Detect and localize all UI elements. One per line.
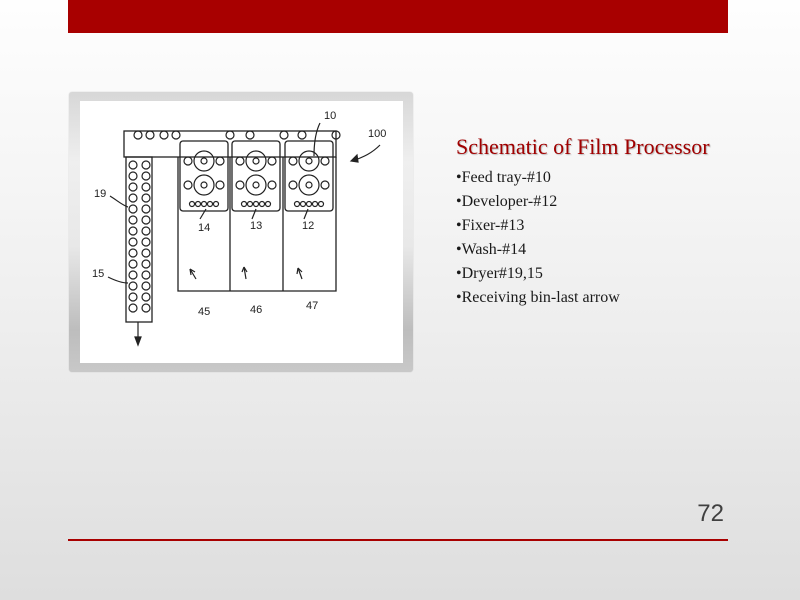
- transport-roller: [246, 131, 254, 139]
- rack-roller-small: [184, 157, 192, 165]
- figure-frame: [69, 92, 413, 372]
- rack-roller-small: [268, 181, 276, 189]
- label-14: 14: [198, 222, 211, 234]
- dryer-roller: [142, 260, 150, 268]
- dryer-roller: [142, 216, 150, 224]
- dryer-roller: [142, 161, 150, 169]
- transport-roller: [160, 131, 168, 139]
- rack-roller-large: [246, 151, 266, 171]
- label-19: 19: [94, 188, 107, 200]
- schematic-drawing: [80, 101, 403, 363]
- rack-roller-hub: [306, 158, 312, 164]
- rack-bottom-roller: [307, 202, 312, 207]
- transport-roller: [280, 131, 288, 139]
- label-100: 100: [368, 128, 387, 140]
- dryer-roller: [142, 282, 150, 290]
- rack-bottom-roller: [208, 202, 213, 207]
- rack-bottom-roller: [260, 202, 265, 207]
- rack-roller-hub: [253, 182, 259, 188]
- dryer-roller: [129, 304, 137, 312]
- bullet-list: [456, 166, 786, 310]
- dryer-roller: [142, 194, 150, 202]
- dryer-roller: [129, 282, 137, 290]
- label-15: 15: [92, 268, 105, 280]
- rack-bottom-roller: [202, 202, 207, 207]
- rack-bottom-roller: [196, 202, 201, 207]
- rack-bottom-roller: [190, 202, 195, 207]
- rack-roller-large: [246, 175, 266, 195]
- transport-roller: [226, 131, 234, 139]
- dryer-roller: [129, 293, 137, 301]
- rack-roller-hub: [201, 158, 207, 164]
- rack-roller-small: [216, 181, 224, 189]
- dryer-roller: [142, 205, 150, 213]
- rack-bottom-roller: [313, 202, 318, 207]
- page-number: 72: [697, 500, 724, 527]
- top-accent-bar: [68, 0, 728, 33]
- transport-roller: [146, 131, 154, 139]
- rack-roller-large: [194, 175, 214, 195]
- rack-roller-small: [289, 181, 297, 189]
- dryer-roller: [142, 304, 150, 312]
- rack-roller-small: [236, 157, 244, 165]
- rack-roller-small: [216, 157, 224, 165]
- rack-roller-small: [236, 181, 244, 189]
- dryer-roller: [129, 249, 137, 257]
- label-45: 45: [198, 306, 211, 318]
- rack-roller-small: [321, 181, 329, 189]
- dryer-roller: [142, 249, 150, 257]
- leader-10: [314, 123, 320, 156]
- dryer-roller: [142, 183, 150, 191]
- rack-roller-hub: [253, 158, 259, 164]
- leader-19: [110, 196, 128, 207]
- dryer-roller: [129, 216, 137, 224]
- dryer-roller: [129, 183, 137, 191]
- bullet-item: •Feed tray-#10: [456, 169, 551, 186]
- rack-bottom-roller: [266, 202, 271, 207]
- bullet-item: •Developer-#12: [456, 193, 558, 210]
- transport-roller: [172, 131, 180, 139]
- rack-roller-large: [299, 151, 319, 171]
- rack-roller-small: [321, 157, 329, 165]
- dryer-roller: [142, 293, 150, 301]
- rack-roller-large: [299, 175, 319, 195]
- dryer-roller: [142, 227, 150, 235]
- dryer-roller: [142, 172, 150, 180]
- dryer-roller: [142, 271, 150, 279]
- content-text-block: [456, 134, 786, 310]
- transport-roller: [298, 131, 306, 139]
- bullet-item: •Dryer#19,15: [456, 265, 543, 282]
- rack-roller-small: [289, 157, 297, 165]
- label-46: 46: [250, 304, 263, 316]
- rack-bottom-roller: [301, 202, 306, 207]
- dryer-roller: [129, 227, 137, 235]
- rack-bottom-roller: [295, 202, 300, 207]
- top-transport-housing: [124, 131, 336, 157]
- rack-bottom-roller: [214, 202, 219, 207]
- film-processor-schematic: [80, 101, 403, 363]
- rack-roller-small: [268, 157, 276, 165]
- bottom-accent-line: [68, 539, 728, 541]
- bullet-item: •Receiving bin-last arrow: [456, 289, 620, 306]
- rack-bottom-roller: [254, 202, 259, 207]
- bullet-item: •Wash-#14: [456, 241, 527, 258]
- dryer-roller: [129, 271, 137, 279]
- rack-roller-small: [184, 181, 192, 189]
- rack-roller-large: [194, 151, 214, 171]
- rack-bottom-roller: [319, 202, 324, 207]
- dryer-roller: [129, 172, 137, 180]
- dryer-roller: [129, 238, 137, 246]
- rack-roller-hub: [201, 182, 207, 188]
- leader-15: [108, 277, 128, 283]
- label-13: 13: [250, 220, 263, 232]
- dryer-roller: [142, 238, 150, 246]
- dryer-roller: [129, 161, 137, 169]
- rack-bottom-roller: [242, 202, 247, 207]
- label-10: 10: [324, 110, 337, 122]
- transport-roller: [134, 131, 142, 139]
- rack-roller-hub: [306, 182, 312, 188]
- bullet-item: •Fixer-#13: [456, 217, 525, 234]
- dryer-roller: [129, 260, 137, 268]
- label-47: 47: [306, 300, 319, 312]
- dryer-roller: [129, 194, 137, 202]
- rack-bottom-roller: [248, 202, 253, 207]
- dryer-roller: [129, 205, 137, 213]
- slide-title: Schematic of Film Processor: [456, 134, 710, 159]
- label-12: 12: [302, 220, 315, 232]
